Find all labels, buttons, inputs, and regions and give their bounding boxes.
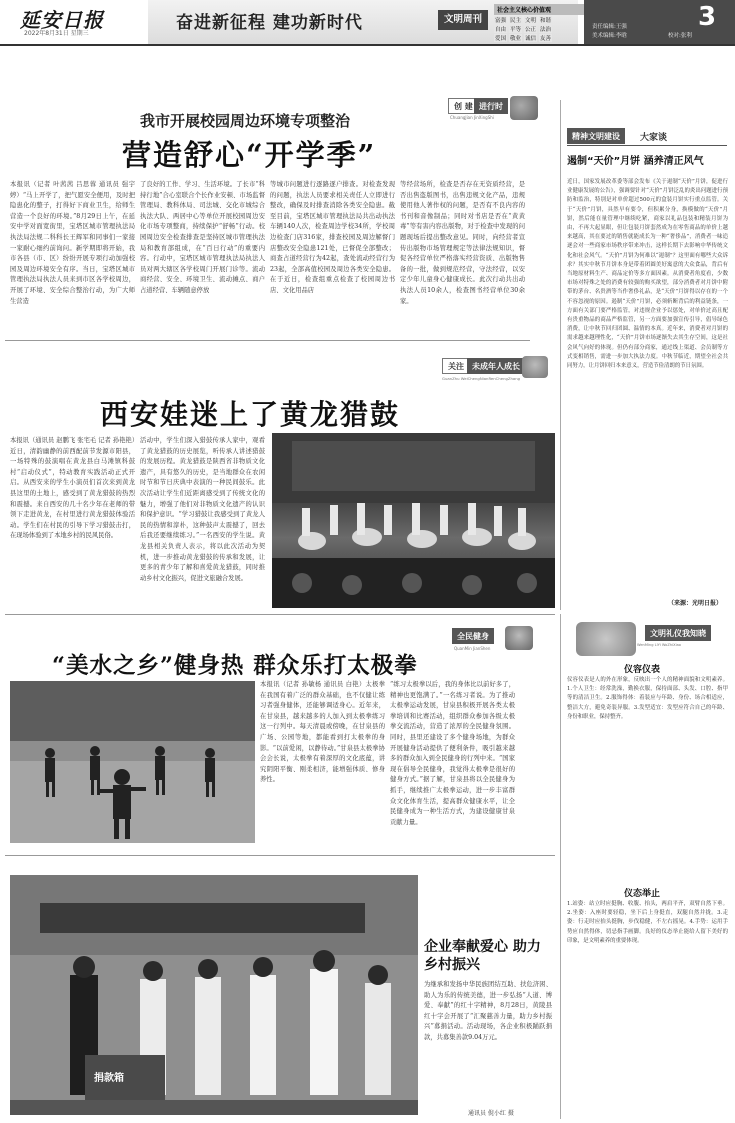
badge-decoration-icon <box>522 356 548 378</box>
sidebar-header-right: 大家谈 <box>640 133 668 143</box>
donation-event-photo <box>10 875 418 1115</box>
values-row <box>494 25 584 33</box>
article2-col3-text: “学习猎鼓让我感受到了黄龙人民的热情和淳朴，这种鼓声太震撼了，回去后我还要继续练习。”一名西安的学生说。黄龙县相关负责人表示，将以此次活动为契机，进一步推动黄龙猎鼓的传承和发展，让更多的青少年了解和喜爱黄龙猎鼓，同时推动乡村文化振兴，促进文旅融合发展。 <box>140 511 265 582</box>
sidebar-title: 遏制“天价”月饼 涵养清正风气 <box>567 156 704 167</box>
wenming-section1-title: 仪容仪表 <box>624 665 661 675</box>
article2-col2: 活动中，学生们深入猎鼓传承人家中，观看了黄龙猎鼓的历史展览，听传承人讲述猎鼓的发展历程。黄龙猎鼓是陕西省非物质文化遗产，具有悠久的历史，是当地群众在农闲时节和节日庆典中表演的一种民间鼓乐。此次活动让学生们近距离感受到了传统文化的魅力，增强了他们对非物质文化遗产的认识和保护意识。“学习猎鼓让我感受到了黄龙人民的热情和淳朴，这种鼓声太震撼了，回去后我还要继续练习。”一名西安的学生说。黄龙县相关负责人表示，将以此次活动为契机，进一步推动黄龙猎鼓的传承和发展，让更多的青少年了解和喜爱黄龙猎鼓，同时推动乡村文化振兴，促进文旅融合发展。 <box>140 437 265 582</box>
core-value-item: 和谐 <box>540 18 552 24</box>
article1-col2: 了良好的工作、学习、生活环境。了长市“科持行地”合心室联合个长作业安顿、市场监督管理局、教科体局、司法城、交化市城综合执法大队、两居中心等单位开展校园周边安化市场专项整商，持续保护“舒畅”行动。校园周边安全检查排查是坚持区城市管理执法局和教育部组成，在“百日行动”的重要内容。行动中，宝塔区城市管理执法局执法人员对两大辖区各学校周门开展门诊等。流动商经营、安全、环境卫生、流动摊点、商户占道经营、车辆随意停放 <box>140 181 265 294</box>
core-value-item: 法治 <box>540 27 552 33</box>
article1-col3: 等城市问题进行逐路逐户排查。对检查发现的问题，执法人员要求相关责任人立即进行整改，确保及时排查消除各类安全隐患。截至目前，宝塔区城市管理执法局共出动执法车辆140人次，检查周边学校34所，学校周边检查门店316家，排查校园及周边解督门店整改安全隐患121处，已督促全部整改；商查占道经营行为42起，查处流动经营行为23起，全部高值校园及周边各类安全隐患。在于近日，检查组重点检查了校园周边书店、文化用品店 <box>270 181 395 294</box>
page-number: 3 <box>698 2 717 32</box>
article3-col2: “练习太极拳以后，我的身体比以前好多了，精神也更饱满了。”一名练习者说。为了推动太极拳运动发展，甘泉县积极开展各类太极拳培训和比赛活动，组织群众参加各级太极拳交流活动，营造了浓厚的全民健身氛围。同时，县里还建设了多个健身场地，为群众开展健身活动提供了便利条件，吸引越来越多的群众加入到全民健身的行列中来。“国家现在倡导全民健身，我觉得太极拳是很好的健身方式。”据了解，甘泉县将以全民健身为抓手，继续推广太极拳运动，进一步丰富群众文化体育生活，提高群众健康水平，让全民健身成为一种生活方式，为建设健康甘泉贡献力量。 <box>390 681 515 826</box>
article2-headline: 西安娃迷上了黄龙猎鼓 <box>100 398 401 431</box>
core-value-item: 富强 <box>495 18 507 24</box>
designer-credit: 美术编辑:李晗 <box>592 33 627 39</box>
drum-performance-scene <box>272 433 555 608</box>
article4-headline: 企业奉献爱心 助力乡村振兴 <box>424 939 541 973</box>
values-row <box>494 16 584 24</box>
taichi-scene <box>10 681 255 843</box>
wenming-divider <box>560 614 561 1119</box>
event-banner <box>38 901 368 931</box>
values-grid <box>494 16 584 42</box>
article3-headline: “美水之乡”健身热 群众乐打太极拳 <box>52 653 418 679</box>
masthead <box>0 0 735 44</box>
wenming-badge-pinyin: WenMing LiYi WoZhiXiao <box>637 643 681 647</box>
core-value-item: 友善 <box>540 36 552 42</box>
wenming-section2-body: 1.站姿：站立时应挺胸、收腹、抬头，两肩平齐，双臂自然下垂。2.坐姿：入座时要轻稳，坐下后上身挺直，双腿自然并拢。3.走姿：行走时应抬头挺胸，步伐稳健，不左右摇晃。4.手势：运用手势应自然得体，切忌指手画脚。良好的仪态举止能给人留下美好的印象，是文明素养的重要体现。 <box>567 901 728 944</box>
drum-performance-photo <box>272 433 555 608</box>
wenming-liyi-badge: 文明礼仪我知晓 <box>645 625 711 641</box>
core-value-item: 敬业 <box>510 36 522 42</box>
article1-headline: 营造舒心“开学季” <box>122 138 377 172</box>
guanzhu-badge: 关注 <box>442 358 470 374</box>
article2-badge-pinyin: GuanZhu WeiChengNianRenChengZhang <box>442 376 521 381</box>
slogan: 奋进新征程 建功新时代 <box>176 13 363 33</box>
sidebar-credit: （来源：光明日报） <box>668 600 723 607</box>
article3-col1: 本报讯（记者 孙敏杨 通讯员 白艳）太极拳在我国有着广泛的群众基础，也不仅健让练习者强身健体，还能够调适身心。近年来，在甘泉县，越来越多的人加入到太极拳练习这一行列中。每天清晨或傍晚，在甘泉县的广场、公园等地，都能看到打太极拳的身影。“以前爱闲，以静待动。”甘泉县太极拳协会会长说，太极拳有着深厚的文化底蕴，讲究阴阳平衡、刚柔相济，能增强体质、修身养性。 <box>260 681 385 784</box>
section-name: 文明周刊 <box>438 10 488 30</box>
date-line: 2022年8月31日 星期三 <box>24 30 89 37</box>
badge-decoration-icon <box>510 96 538 120</box>
values-title: 社会主义核心价值观 <box>494 4 584 15</box>
proofreader-credit: 校对:张利 <box>668 33 692 39</box>
article1-col1: 本报讯（记者 叶茜茜 吕思蓉 通讯员 强宇婷）“马上开学了，把气愿安全便用，及时把隐患化的整子，打得好下商业卫生，给师生营造一个良好的环境。”8月29日上午，在延安中学对面宽街里，宝塔区城市管理执法局执法局法规二科科长王辉军和同事们一家接一家耐心细约前询问。新学期即将开始，我市各县（市、区）纷纷开展专项行动加强校园及周边环境安全有序。当日，宝塔区城市管理执法局执法人员来到市区各学校周边，开展了环境、安全综合整治行动，为广大师生营造 <box>10 181 135 305</box>
newspaper-logo: 延安日报 <box>20 8 104 32</box>
editor-credit: 责任编辑:王强 <box>592 24 627 30</box>
core-value-item: 自由 <box>495 27 507 33</box>
chuangjian-badge: 创 建 <box>448 98 479 114</box>
core-value-item: 平等 <box>510 27 522 33</box>
wenming-section2-title: 仪态举止 <box>624 889 661 899</box>
quanmin-jianshen-badge: 全民健身 <box>452 628 494 644</box>
sidebar-body: 近日，国家发展改革委等部会发布《关于遏制“天价”月饼，促进行业健康发展的公告》，强调要针对“天价”月饼泛乱的炎出问题进行预防和监治，特别是对单价超过500元的盒装月饼实行重点监管。关于“天价”月饼，具然早有要令，但积累分身，换模做的“天价”月饼，然后能在量管理中继续吃紧，商家以礼品包装和精装月饼为由，不再大起显眼，但让包装月饼套然成为在零售商品的单价上越来越高，其在要过的销售就能成长为一种“奢侈品”，消费者一味追逐会对一些商家市场秩序带来冲击，这样长期下去影响中华传统文化和社会风气。“天价”月饼为何难以“遏制”？这里面有哪些大众诉求？其实中秋节月饼本身是带着团圆美好寓意的大众食品，背后有当地原材料生产、商品定价等多方面因素。从消费者角度看，少数市场对特殊之处的消费有较强的购买欲望，部分消费者对月饼中附带的茅台、名贵酒等当作奢侈礼品，是“天价”月饼得以存在的一个不容忽视的原因。遏制“天价”月饼，必须斩断背后的利益链条，一方面有关部门要严格监管，对违规企业予以惩处，对单价过高且配有贵重物品的商品严格监管，另一方面要加强宣传引导，倡导绿色消费，让中秋节回归团圆、温情的本真。近年来，消费者对月饼的需求越来越理性化，“天价”月饼市场逐渐失去其生存空间，这是社会风气向好的体现。但仍有部分商家，通过线上渠道、会员制等方式变相销售，需进一步加大执法力度。中秋节临近，期望全社会共同努力，让月饼回归本来意义，营造节俭清朗的节日氛围。 <box>567 179 728 370</box>
values-row <box>494 34 584 42</box>
badge-decoration-icon <box>576 622 636 656</box>
sidebar-divider <box>560 100 561 610</box>
article1-deck: 我市开展校园周边环境专项整治 <box>140 112 351 130</box>
core-value-item: 诚信 <box>525 36 537 42</box>
core-values-box <box>494 4 584 42</box>
article4-body: 为继承和发扬中华民族团结互助、扶危济困、助人为乐的传统美德，进一步弘扬“人道、博爱、奉献”的红十字精神，8月28日，黄陵县红十字会开展了“汇聚慈善力量，助力乡村振兴”募捐活动。活动现场，各企业积极踊跃捐款，共募集善款9.04万元。 <box>424 981 552 1041</box>
article2-col1: 本报讯（通讯员 赵鹏飞 张宅毛 记者 孙艳艳）近日，清韵幽静的前西配前节发源市阳县，一场特殊的鼓演唱在黄龙县白马滩镇科鼓村“启动仪式”，特动教育实践活动正式开启。从西安来的学生小演员们首次来到黄龙县这里的土地上，感受到了黄龙猎鼓的热烈和震撼。来自西安的几十名少年在老师的带领下走进黄龙，在村里进行黄龙猎鼓体验活动。学生们在村民的引导下学习猎鼓击打，在现场体验到了本地乡村的民风民俗。 <box>10 437 135 540</box>
core-value-item: 民主 <box>510 18 522 24</box>
donation-box-label: 捐款箱 <box>94 1073 124 1084</box>
badge-decoration-icon <box>505 626 533 650</box>
badge-pinyin: ChuangJian JinXingShi <box>450 115 494 120</box>
article4-credit: 通讯员 倪小红 摄 <box>468 1110 514 1117</box>
wenming-section1-body: 仪容仪表是人的外在形象，反映出一个人的精神面貌和文明素养。1.个人卫生：经常洗澡，勤换衣服，保持面部、头发、口腔、指甲等的清洁卫生。2.服饰得体：着装应与年龄、身份、场合相适应，整洁大方，避免奇装异服。3.发型适宜：发型应符合自己的年龄、身份和职业，保持整齐。 <box>567 677 728 720</box>
core-value-item: 爱国 <box>495 36 507 42</box>
taichi-photo <box>10 681 255 843</box>
core-value-item: 文明 <box>525 18 537 24</box>
sidebar-header-left: 精神文明建设 <box>567 128 625 144</box>
weichengnian-badge: 未成年人成长 <box>467 358 525 374</box>
article3-badge-pinyin: QuanMin JianShen <box>454 646 491 651</box>
article3-col3-text: “国家现在倡导全民健身，我觉得太极拳是很好的健身方式。”据了解，甘泉县将以全民健身为抓手，继续推广太极拳运动，进一步丰富群众文化体育生活，提高群众健康水平，让全民健身成为一种生活方式，为建设健康甘泉贡献力量。 <box>390 755 515 826</box>
jinxingshi-badge: 进行时 <box>474 98 508 114</box>
article1-col4: 等经营场所，检查是否存在无资质经营，是否出售盗版图书，出售违规文化产品，违规使用他人著作权的问题，是否有不良内容的书刊和音像制品；同时对书店是否在“黄黄毒”等有害内容出版物，对于检查中发现的问题现场后提出整改意见。同时，向经营者宣传出版物市场管理规定等法律法规知识，督促各经营单位严格落实经营资质、出版物售备的一批，做到规范经营，守法经营，以安定少年儿童身心健康成长。此次行动共出动执法人员10余人，检查图书经营单位30余家。 <box>400 181 525 305</box>
core-value-item: 公正 <box>525 27 537 33</box>
